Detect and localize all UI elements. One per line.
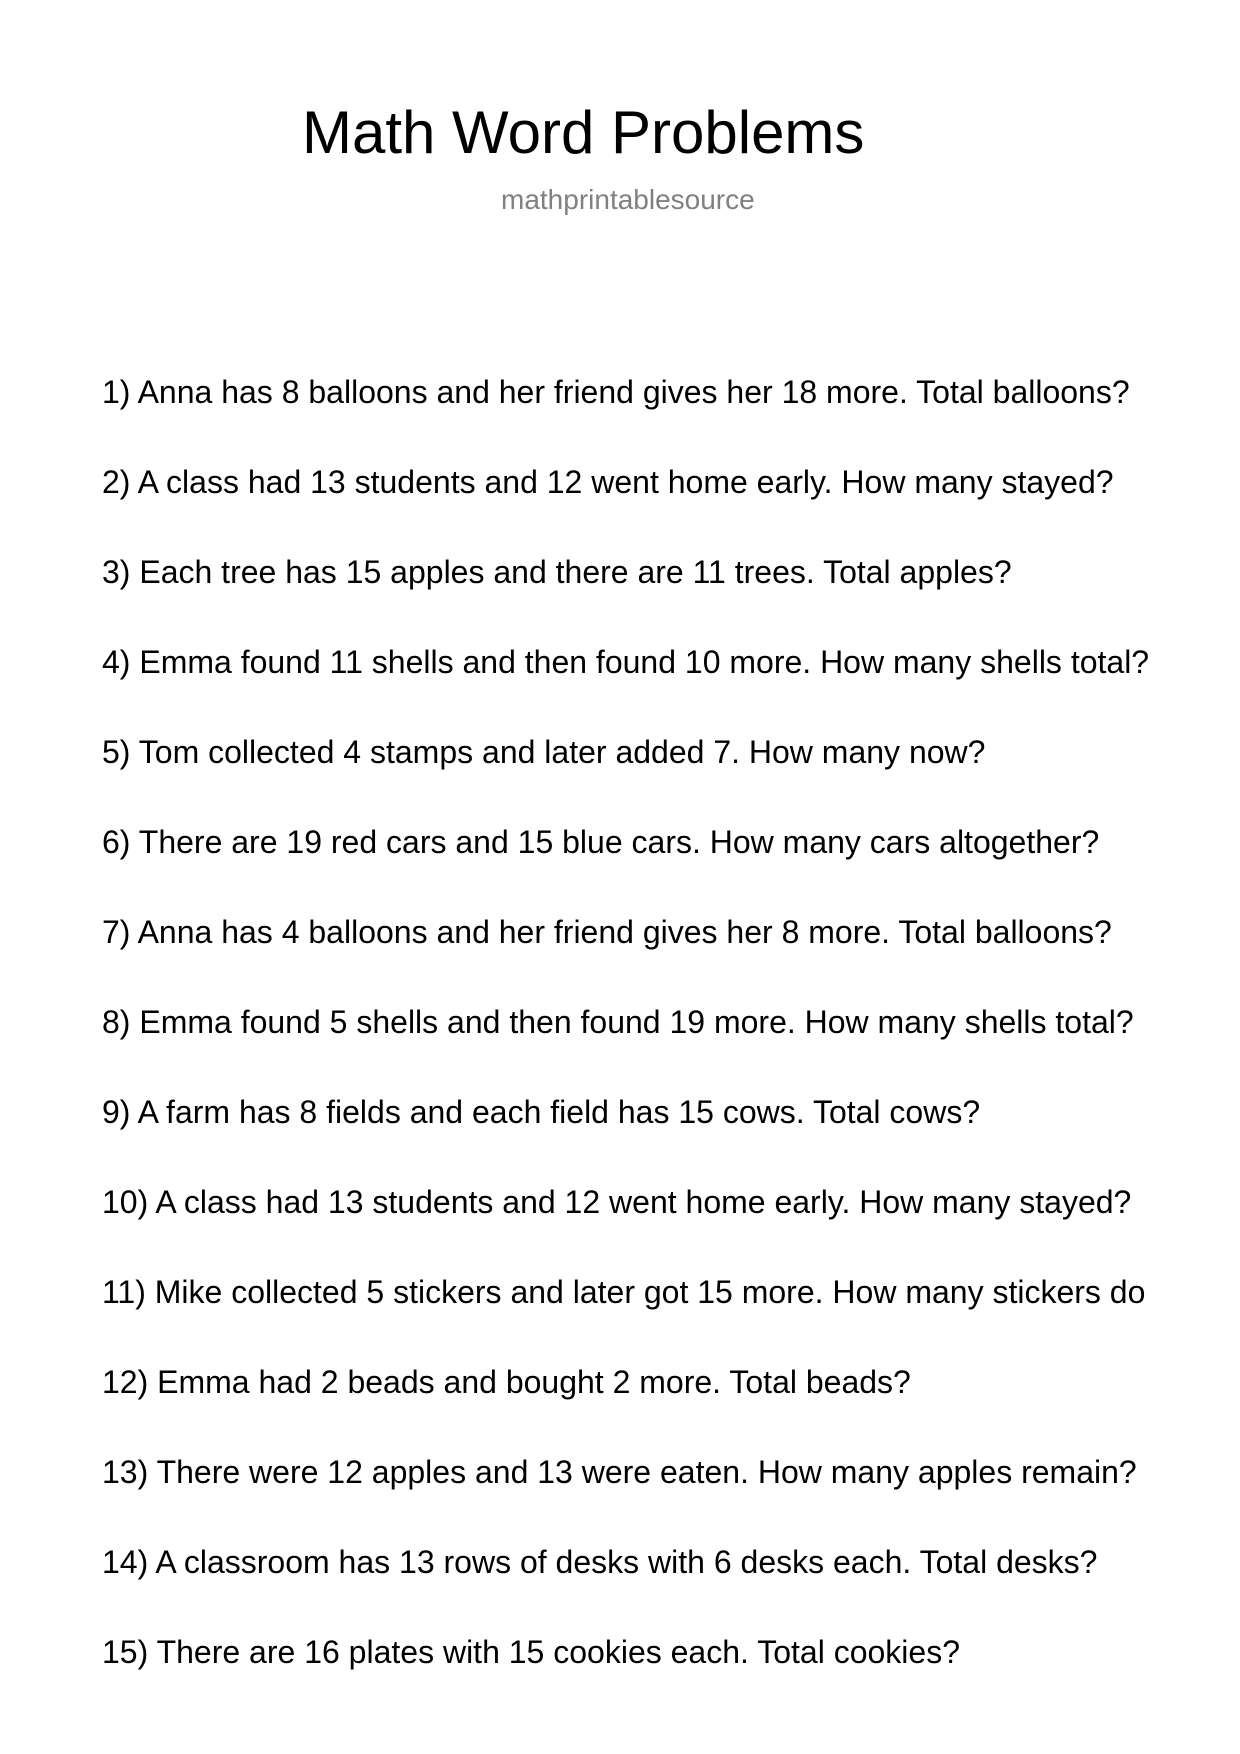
problem-text: Mike collected 5 stickers and later got 15 more. How many stickers do: [154, 1274, 1146, 1310]
problem-number: 5): [102, 734, 131, 770]
problem-text: A farm has 8 fields and each field has 15 cows. Total cows?: [137, 1094, 981, 1130]
problem-item-7: [102, 887, 1149, 977]
problem-item-1: [102, 347, 1149, 437]
problem-text: Anna has 8 balloons and her friend gives her 18 more. Total balloons?: [137, 374, 1130, 410]
problem-text: There are 19 red cars and 15 blue cars. How many cars altogether?: [138, 824, 1100, 860]
problem-number: 2): [102, 464, 131, 500]
problem-item-5: [102, 707, 1149, 797]
problem-item-14: [102, 1517, 1149, 1607]
page-title: Math Word Problems: [302, 99, 865, 166]
source-subtitle: mathprintablesource: [501, 184, 755, 215]
problem-number: 13): [102, 1454, 149, 1490]
problem-text: A class had 13 students and 12 went home early. How many stayed?: [155, 1184, 1132, 1220]
problem-list: [102, 347, 1149, 1697]
problem-number: 4): [102, 644, 131, 680]
problem-number: 15): [102, 1634, 149, 1670]
problem-number: 9): [102, 1094, 131, 1130]
problem-text: There are 16 plates with 15 cookies each. Total cookies?: [156, 1634, 960, 1670]
problem-text: A classroom has 13 rows of desks with 6 desks each. Total desks?: [155, 1544, 1098, 1580]
problem-text: Emma found 5 shells and then found 19 more. How many shells total?: [139, 1004, 1134, 1040]
problem-number: 11): [102, 1274, 146, 1310]
problem-item-6: [102, 797, 1149, 887]
problem-text: Emma found 11 shells and then found 10 more. How many shells total?: [139, 644, 1150, 680]
problem-item-9: [102, 1067, 1149, 1157]
problem-text: Emma had 2 beads and bought 2 more. Total beads?: [157, 1364, 911, 1400]
problem-number: 8): [102, 1004, 131, 1040]
problem-item-10: [102, 1157, 1149, 1247]
problem-text: Tom collected 4 stamps and later added 7. How many now?: [138, 734, 986, 770]
problem-item-3: [102, 527, 1149, 617]
problem-text: Anna has 4 balloons and her friend gives her 8 more. Total balloons?: [137, 914, 1112, 950]
problem-item-8: [102, 977, 1149, 1067]
problem-item-11: [102, 1247, 1149, 1337]
problem-number: 1): [102, 374, 131, 410]
problem-number: 12): [102, 1364, 149, 1400]
problem-item-15: [102, 1607, 1149, 1697]
problem-item-13: [102, 1427, 1149, 1517]
problem-item-2: [102, 437, 1149, 527]
problem-item-4: [102, 617, 1149, 707]
problem-item-12: [102, 1337, 1149, 1427]
problem-number: 7): [102, 914, 131, 950]
problem-number: 10): [102, 1184, 149, 1220]
problem-number: 3): [102, 554, 131, 590]
problem-number: 6): [102, 824, 131, 860]
problem-number: 14): [102, 1544, 149, 1580]
problem-text: There were 12 apples and 13 were eaten. How many apples remain?: [156, 1454, 1137, 1490]
problem-text: Each tree has 15 apples and there are 11 trees. Total apples?: [139, 554, 1012, 590]
problem-text: A class had 13 students and 12 went home early. How many stayed?: [137, 464, 1114, 500]
